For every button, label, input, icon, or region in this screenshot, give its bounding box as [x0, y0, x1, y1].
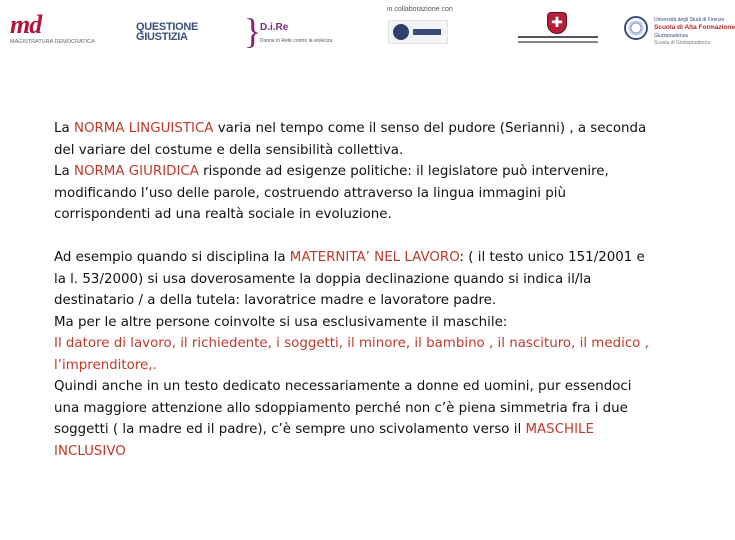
qg-logo-line1: QUESTIONE: [136, 21, 199, 33]
collaboration-label: in collaborazione con: [387, 6, 453, 13]
crest-icon: ✚: [547, 12, 567, 34]
firenze-logo-line2: Scuola di Alta Formazione: [654, 24, 735, 31]
magistratura-democratica-logo: [8, 12, 100, 48]
seal-icon: [393, 24, 409, 40]
norma-giuridica-highlight: NORMA GIURIDICA: [73, 164, 199, 179]
masculine-terms-list: Il datore di lavoro, il richiedente, i soggetti, il minore, il bambino , il nascituro, il medico , l’imprenditore,.: [54, 336, 649, 373]
qg-logo-line2: GIUSTIZIA: [136, 31, 188, 43]
md-logo-caption: MAGISTRATURA DEMOCRATICA: [10, 39, 95, 45]
norma-linguistica-sentence: La NORMA LINGUISTICA varia nel tempo come il senso del pudore (Serianni) , a seconda del variare del costume e della sensibilità collettiva.: [54, 121, 647, 158]
paragraph-gap: [54, 226, 654, 248]
norma-linguistica-highlight: NORMA LINGUISTICA: [73, 121, 214, 136]
firenze-university-logo: [622, 14, 735, 52]
firenze-logo-line3: Giurisprudenza: [654, 33, 688, 39]
partner-badge-logo: [388, 20, 448, 44]
maternita-lavoro-highlight: MATERNITA’ NEL LAVORO: [289, 250, 460, 265]
questione-giustizia-logo: [136, 22, 216, 48]
dire-brace-icon: }: [244, 11, 262, 51]
dire-logo-title: D.i.Re: [260, 22, 289, 33]
norma-giuridica-sentence: La NORMA GIURIDICA risponde ad esigenze politiche: il legislatore può intervenire, modificando l’uso delle parole, costruendo attraverso la lingua immagini più corrispondenti ad una realtà sociale in evoluzione.: [54, 164, 609, 222]
crest-caption: [518, 36, 598, 43]
logo-header: [0, 0, 735, 60]
crest-logo: [518, 12, 598, 48]
maschile-sentence: Ma per le altre persone coinvolte si usa esclusivamente il maschile:: [54, 314, 508, 330]
maternita-sentence: Ad esempio quando si disciplina la MATERNITA’ NEL LAVORO: ( il testo unico 151/2001 e la l. 53/2000) si usa doverosamente la doppia declinazione quando si indica il/la destinatario / a della tutela: lavoratrice madre e lavoratore padre.: [54, 250, 645, 308]
dire-logo-subtitle: Donne in Rete contro la violenza: [260, 38, 333, 44]
conclusion-sentence: Quindi anche in un testo dedicato necessariamente a donne ed uomini, pur essendoci una maggiore attenzione allo sdoppiamento perché non c’è piena simmetria fra i due soggetti ( la madre ed il padre), c’è sempre uno scivolamento verso il MASCHILE INCLUSIVO: [54, 379, 632, 459]
slide-body-text: [54, 118, 654, 462]
maschile-inclusivo-highlight: MASCHILE INCLUSIVO: [54, 422, 594, 459]
university-seal-icon: [624, 16, 648, 40]
badge-wordmark: [413, 29, 441, 35]
firenze-logo-line4: Scuola di Giurisprudenza: [654, 40, 710, 46]
dire-logo: [244, 12, 354, 52]
firenze-logo-line1: Università degli Studi di Firenze: [654, 17, 725, 23]
md-logo-letters: md: [10, 10, 42, 39]
